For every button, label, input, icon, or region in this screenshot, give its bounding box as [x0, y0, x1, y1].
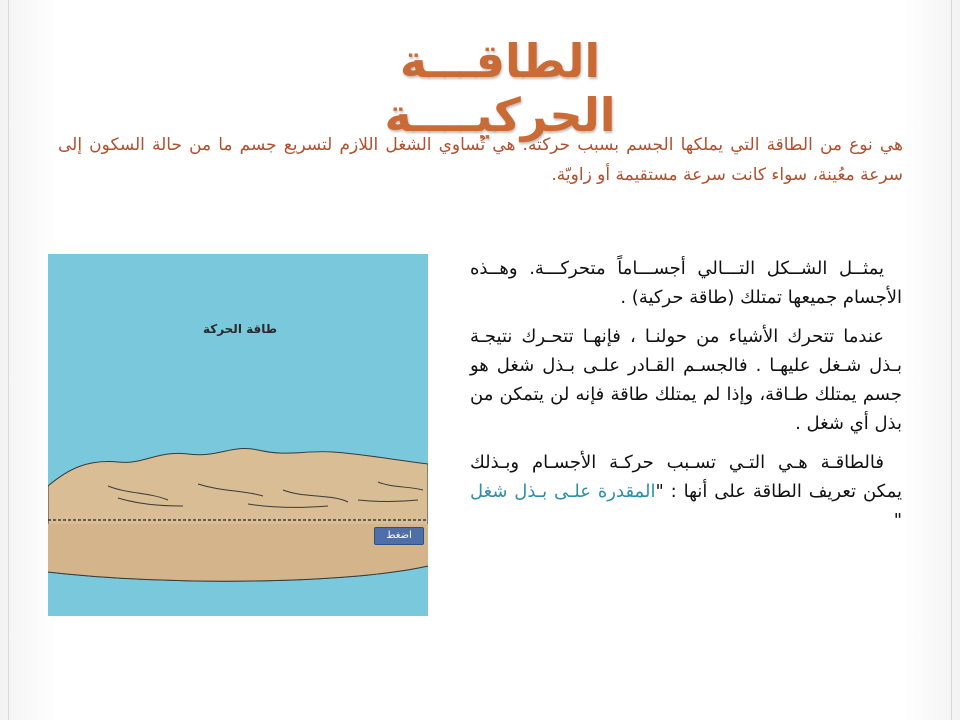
- road-band: [48, 524, 428, 581]
- paragraph-2: عندما تتحرك الأشياء من حولنـا ، فإنهـا تتحـرك نتيجـة بـذل شـغل عليهـا . فالجسـم القـادر علـى بـذل شغل هو جسم يمتلك طـاقة، وإذا لم يمتلك طاقة فإنه لن يتمكن من بذل أي شغل .: [470, 326, 902, 434]
- paragraph-3: [470, 448, 902, 535]
- press-button[interactable]: اضغط: [374, 527, 424, 545]
- definition-highlight: المقدرة علـى بـذل شغل: [470, 481, 656, 502]
- paragraph-1: يمثــل الشــكل التـــالي أجســـاماً متحركـــة. وهــذه الأجسام جميعها تمتلك (طاقة حركية) .: [470, 258, 902, 308]
- intro-text: هي نوع من الطاقة التي يملكها الجسم بسبب حركته. هي تُساوي الشغل اللازم لتسريع جسم ما من حالة السكون إلى سرعة معُينة، سواء كانت سرعة مستقيمة أو زاويّة.: [58, 135, 903, 185]
- paragraph-3-text: فالطاقـة هـي التـي تسـبب حركـة الأجسـام وبـذلك يمكن تعريف الطاقة على أنها : ": [470, 452, 902, 502]
- body-text: [470, 254, 902, 545]
- paragraph-3-closing-quote: ": [893, 510, 902, 531]
- picture-caption: طاقة الحركة: [202, 322, 278, 336]
- slide-title: الطاقـــة الحركيــــة: [384, 34, 616, 142]
- right-frame-line: [951, 0, 952, 720]
- left-frame-line: [8, 0, 9, 720]
- animation-picture: [48, 254, 428, 616]
- landscape-illustration: [48, 254, 428, 616]
